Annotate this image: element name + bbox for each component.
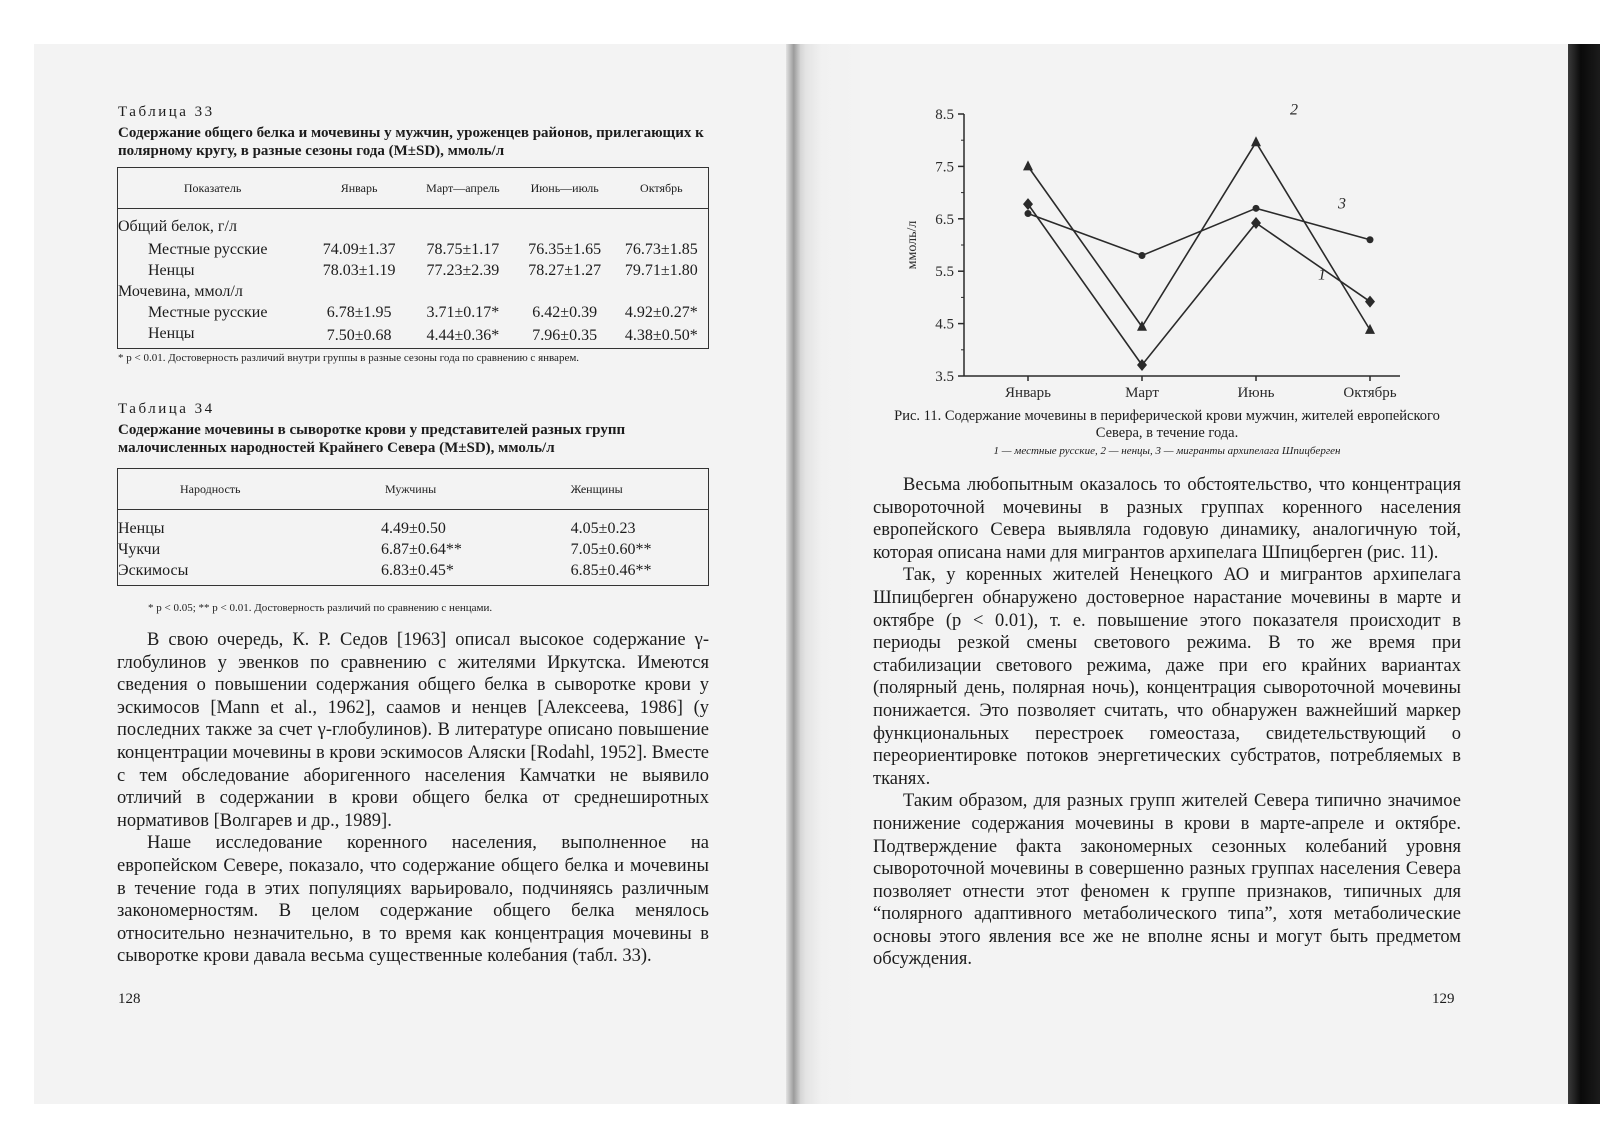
table-row — [118, 560, 709, 586]
table-cell: 6.42±0.39 — [532, 303, 598, 321]
x-tick-label: Март — [1125, 385, 1159, 401]
row-label: Ненцы — [148, 261, 195, 279]
table-cell: 4.44±0.36* — [426, 326, 500, 344]
table-cell: 4.49±0.50 — [381, 519, 446, 537]
table-cell: 7.05±0.60** — [570, 540, 652, 558]
right-body-text — [873, 474, 1461, 971]
table34-title: Содержание мочевины в сыворотке крови у представителей разных групп малочисленных народностей Крайнего Севера (M±SD), ммоль/л — [118, 422, 626, 456]
table-row — [118, 539, 709, 560]
table-cell: 3.71±0.17* — [426, 303, 500, 321]
table34-header-row — [118, 469, 709, 510]
paragraph: Так, у коренных жителей Ненецкого АО и мигрантов архипелага Шпицберген обнаружено достоверное нарастание мочевины в марте и октябре (p < 0.01), т. е. повышение этого показателя происходит в периоды резкой смены светового режима. В то же время при стабилизации светового режима, даже при его крайних вариантах (полярный день, полярная ночь), концентрация сывороточной мочевины понижается. Это позволяет считать, что обнаружен важнейший маркер функциональных перестроек гомеостаза, свидетельствующий о переориентировке потоков энергетических субстратов, потребляемых в тканях. — [873, 565, 1461, 789]
table-cell: 79.71±1.80 — [624, 261, 698, 279]
table33-title: Содержание общего белка и мочевины у мужчин, уроженцев районов, прилегающих к полярному кругу, в разные сезоны года (M±SD), ммоль/л — [118, 125, 704, 159]
row-label: Местные русские — [148, 303, 268, 321]
x-tick-label: Июнь — [1237, 385, 1275, 401]
table-cell: 4.92±0.27* — [624, 303, 698, 321]
table33-number: Таблица 33 — [118, 104, 215, 120]
series-line-3 — [1028, 208, 1370, 255]
table-cell: 74.09±1.37 — [322, 240, 396, 258]
table-cell: 4.38±0.50* — [624, 326, 698, 344]
data-point — [1253, 205, 1260, 212]
data-point — [1367, 236, 1374, 243]
series-label: 1 — [1318, 266, 1326, 284]
table34-col-men: Мужчины — [381, 469, 571, 510]
table-cell: 7.50±0.68 — [326, 326, 392, 344]
table34-col-people: Народность — [118, 469, 382, 510]
page-edge-shadow — [1568, 44, 1600, 1104]
table33-footnote: * p < 0.01. Достоверность различий внутри группы в разные сезоны года по сравнению с январем. — [118, 352, 580, 364]
y-tick-label: 7.5 — [935, 159, 954, 176]
table34-footnote: * p < 0.05; ** p < 0.01. Достоверность различий по сравнению с ненцами. — [148, 602, 493, 614]
data-point — [1365, 296, 1375, 308]
series-line-1 — [1028, 204, 1370, 365]
table-row — [118, 260, 709, 281]
y-tick-label: 5.5 — [935, 264, 954, 281]
table33-col-october: Октябрь — [615, 168, 709, 209]
table33-col-january: Январь — [307, 168, 411, 209]
page-number-right: 129 — [1432, 991, 1455, 1007]
row-label: Чукчи — [118, 540, 161, 558]
table-row — [118, 510, 709, 540]
table33 — [117, 167, 709, 349]
table34-col-women: Женщины — [571, 469, 709, 510]
paragraph: Таким образом, для разных групп жителей Севера типично значимое понижение содержания мочевины в крови в марте-апреле и октябре. Подтверждение факта закономерных сезонных колебаний уровня сывороточной мочевины в совершенно разных группах населения Севера позволяет отнести этот феномен к группе признаков, типичных для “полярного адаптивного метаболического типа”, хотя метаболические основы этого явления все же не вполне ясны и могут быть предметом обсуждения. — [873, 791, 1461, 970]
table-row — [118, 302, 709, 323]
table33-header-row — [118, 168, 709, 209]
group-label-urea: Мочевина, ммол/л — [118, 282, 243, 300]
table-cell: 6.85±0.46** — [570, 561, 652, 579]
table-cell: 6.87±0.64** — [381, 540, 462, 558]
table-cell: 76.73±1.85 — [624, 240, 698, 258]
figure-caption: Рис. 11. Содержание мочевины в периферической крови мужчин, жителей европейского Севера, в течение года. — [894, 408, 1440, 441]
y-tick-label: 8.5 — [935, 107, 954, 123]
urea-line-chart — [896, 100, 1436, 410]
y-tick-label: 3.5 — [935, 369, 954, 385]
table-cell: 4.05±0.23 — [570, 519, 636, 537]
table33-col-march-april: Март—апрель — [411, 168, 515, 209]
table-row — [118, 239, 709, 260]
page-number-left: 128 — [118, 991, 141, 1007]
left-body-text — [117, 629, 709, 968]
y-tick-label: 4.5 — [935, 316, 954, 333]
row-label: Эскимосы — [118, 561, 189, 579]
series-label: 3 — [1338, 195, 1346, 213]
table-group-row — [118, 209, 709, 240]
table-row — [118, 323, 709, 349]
paragraph: Наше исследование коренного населения, выполненное на европейском Севере, показало, что содержание общего белка и мочевины в течение года в этих популяциях варьировало, подчиняясь различным закономерностям. В целом содержание общего белка менялось относительно незначительно, в то время как концентрация мочевины в сыворотке крови давала весьма существенные колебания (табл. 33). — [117, 833, 709, 967]
group-label-protein: Общий белок, г/л — [118, 218, 237, 235]
paragraph: Весьма любопытным оказалось то обстоятельство, что концентрация сывороточной мочевины в разных группах коренного населения европейского Севера выявляла годовую динамику, аналогичную той, которая описана нами для мигрантов архипелага Шпицберген (рис. 11). — [873, 475, 1461, 563]
y-axis-label: ммоль/л — [905, 220, 920, 270]
table-cell: 7.96±0.35 — [532, 326, 598, 344]
x-tick-label: Январь — [1005, 385, 1051, 401]
row-label: Ненцы — [118, 519, 165, 537]
paragraph: В свою очередь, К. Р. Седов [1963] описал высокое содержание γ-глобулинов у эвенков по сравнению с жителями Иркутска. Имеются сведения о повышении содержания общего белка в сыворотке крови у эскимосов [Mann et al., 1962], саамов и ненцев [Алексеева, 1986] (у последних также за счет γ-глобулинов). В литературе описано повышение концентрации мочевины в крови эскимосов Аляски [Rodahl, 1952]. Вместе с тем обследование аборигенного населения Камчатки не выявило отличий в содержании в крови общего белка от среднеширотных нормативов [Волгарев и др., 1989]. — [117, 630, 709, 831]
row-label: Ненцы — [148, 324, 195, 342]
data-point — [1023, 160, 1033, 170]
table-group-row — [118, 281, 709, 302]
row-label: Местные русские — [148, 240, 268, 258]
figure-legend: 1 — местные русские, 2 — ненцы, 3 — мигранты архипелага Шпицберген — [993, 445, 1341, 457]
x-tick-label: Октябрь — [1343, 385, 1397, 401]
series-label: 2 — [1290, 101, 1298, 119]
data-point — [1251, 136, 1261, 146]
table-cell: 6.78±1.95 — [326, 303, 392, 321]
table34-number: Таблица 34 — [118, 401, 215, 417]
book-gutter — [786, 44, 800, 1104]
table-cell: 78.75±1.17 — [426, 240, 500, 258]
data-point — [1139, 252, 1146, 259]
table34 — [117, 468, 709, 586]
data-point — [1025, 210, 1032, 217]
table-cell: 76.35±1.65 — [528, 240, 602, 258]
table-cell: 6.83±0.45* — [381, 561, 454, 579]
table-cell: 78.27±1.27 — [528, 261, 602, 279]
table-cell: 77.23±2.39 — [426, 261, 500, 279]
series-line-2 — [1028, 142, 1370, 330]
table33-col-indicator: Показатель — [118, 168, 308, 209]
table33-col-june-july: Июнь—июль — [515, 168, 615, 209]
table-cell: 78.03±1.19 — [322, 261, 396, 279]
y-tick-label: 6.5 — [935, 211, 954, 228]
